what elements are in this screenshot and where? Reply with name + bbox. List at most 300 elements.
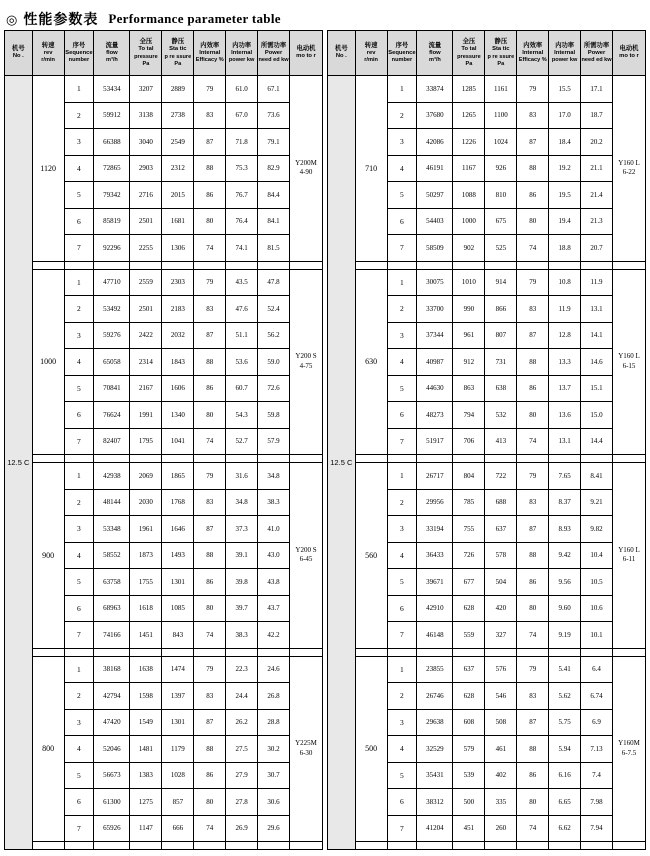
cell-total: 804 bbox=[453, 463, 485, 490]
cell-seq: 7 bbox=[387, 622, 417, 649]
cell-total: 451 bbox=[453, 815, 485, 842]
cell-flow: 39671 bbox=[417, 569, 453, 596]
cell-flow: 29956 bbox=[417, 489, 453, 516]
cell-static: 926 bbox=[485, 155, 517, 182]
cell-seq: 3 bbox=[64, 322, 94, 349]
separator-cell bbox=[355, 261, 387, 269]
cell-ipow: 13.6 bbox=[549, 402, 581, 429]
cell-pow: 47.8 bbox=[258, 269, 290, 296]
cell-total: 2501 bbox=[130, 296, 162, 323]
cell-static: 675 bbox=[485, 208, 517, 235]
cell-seq: 7 bbox=[387, 815, 417, 842]
cell-flow: 33874 bbox=[417, 76, 453, 103]
cell-seq: 4 bbox=[387, 349, 417, 376]
col-motor: 电动机 mo to r bbox=[290, 31, 323, 76]
cell-static: 807 bbox=[485, 322, 517, 349]
cell-pow: 29.6 bbox=[258, 815, 290, 842]
separator-cell bbox=[194, 648, 226, 656]
separator-cell bbox=[162, 842, 194, 850]
col-static-pressure: 静压 Sta tic p re ssure Pa bbox=[485, 31, 517, 76]
cell-flow: 54403 bbox=[417, 208, 453, 235]
separator-cell bbox=[258, 842, 290, 850]
separator-cell bbox=[162, 455, 194, 463]
separator-cell bbox=[290, 455, 323, 463]
cell-rev: 900 bbox=[32, 463, 64, 649]
cell-rev: 800 bbox=[32, 656, 64, 842]
cell-ipow: 26.2 bbox=[226, 709, 258, 736]
cell-static: 914 bbox=[485, 269, 517, 296]
cell-eff: 74 bbox=[194, 622, 226, 649]
cell-eff: 88 bbox=[517, 736, 549, 763]
cell-rev: 630 bbox=[355, 269, 387, 455]
cell-eff: 86 bbox=[517, 569, 549, 596]
cell-pow: 41.0 bbox=[258, 516, 290, 543]
cell-pow: 43.0 bbox=[258, 542, 290, 569]
cell-flow: 59912 bbox=[94, 102, 130, 129]
separator-cell bbox=[130, 842, 162, 850]
cell-static: 1028 bbox=[162, 762, 194, 789]
cell-static: 1843 bbox=[162, 349, 194, 376]
cell-eff: 80 bbox=[517, 402, 549, 429]
cell-seq: 2 bbox=[64, 296, 94, 323]
cell-seq: 3 bbox=[64, 516, 94, 543]
table-row bbox=[328, 463, 646, 490]
separator-cell bbox=[130, 261, 162, 269]
cell-total: 794 bbox=[453, 402, 485, 429]
cell-pow: 73.6 bbox=[258, 102, 290, 129]
cell-pow: 26.8 bbox=[258, 683, 290, 710]
separator-cell bbox=[517, 261, 549, 269]
cell-pow: 67.1 bbox=[258, 76, 290, 103]
cell-eff: 88 bbox=[517, 155, 549, 182]
separator-cell bbox=[226, 261, 258, 269]
cell-pow: 8.41 bbox=[581, 463, 613, 490]
cell-seq: 2 bbox=[64, 489, 94, 516]
separator-cell bbox=[258, 455, 290, 463]
cell-eff: 87 bbox=[517, 709, 549, 736]
cell-static: 1646 bbox=[162, 516, 194, 543]
cell-seq: 4 bbox=[64, 349, 94, 376]
separator-cell bbox=[94, 455, 130, 463]
cell-flow: 59276 bbox=[94, 322, 130, 349]
cell-flow: 29638 bbox=[417, 709, 453, 736]
cell-static: 260 bbox=[485, 815, 517, 842]
cell-seq: 7 bbox=[64, 235, 94, 262]
cell-eff: 74 bbox=[517, 622, 549, 649]
cell-total: 2903 bbox=[130, 155, 162, 182]
cell-motor: Y160 L 6-11 bbox=[613, 463, 646, 649]
cell-ipow: 52.7 bbox=[226, 428, 258, 455]
col-model: 机号 No . bbox=[5, 31, 33, 76]
cell-ipow: 38.3 bbox=[226, 622, 258, 649]
cell-flow: 50297 bbox=[417, 182, 453, 209]
cell-ipow: 9.60 bbox=[549, 595, 581, 622]
separator-cell bbox=[290, 648, 323, 656]
cell-seq: 5 bbox=[387, 569, 417, 596]
cell-static: 810 bbox=[485, 182, 517, 209]
cell-static: 637 bbox=[485, 516, 517, 543]
separator-cell bbox=[453, 648, 485, 656]
cell-flow: 42938 bbox=[94, 463, 130, 490]
cell-flow: 79342 bbox=[94, 182, 130, 209]
cell-flow: 85819 bbox=[94, 208, 130, 235]
cell-eff: 80 bbox=[194, 402, 226, 429]
cell-pow: 21.4 bbox=[581, 182, 613, 209]
cell-total: 1285 bbox=[453, 76, 485, 103]
cell-seq: 6 bbox=[387, 208, 417, 235]
cell-ipow: 10.8 bbox=[549, 269, 581, 296]
cell-pow: 15.0 bbox=[581, 402, 613, 429]
cell-seq: 7 bbox=[64, 622, 94, 649]
cell-total: 539 bbox=[453, 762, 485, 789]
cell-pow: 6.9 bbox=[581, 709, 613, 736]
cell-ipow: 43.5 bbox=[226, 269, 258, 296]
cell-pow: 10.4 bbox=[581, 542, 613, 569]
cell-ipow: 6.65 bbox=[549, 789, 581, 816]
cell-total: 1873 bbox=[130, 542, 162, 569]
cell-seq: 2 bbox=[64, 102, 94, 129]
cell-flow: 33194 bbox=[417, 516, 453, 543]
cell-motor: Y160 L 6-22 bbox=[613, 76, 646, 262]
cell-total: 628 bbox=[453, 595, 485, 622]
cell-total: 1618 bbox=[130, 595, 162, 622]
separator-cell bbox=[355, 455, 387, 463]
table-row bbox=[5, 463, 323, 490]
cell-flow: 23855 bbox=[417, 656, 453, 683]
cell-total: 2716 bbox=[130, 182, 162, 209]
cell-static: 2889 bbox=[162, 76, 194, 103]
cell-eff: 79 bbox=[194, 656, 226, 683]
cell-total: 2030 bbox=[130, 489, 162, 516]
cell-total: 1598 bbox=[130, 683, 162, 710]
cell-ipow: 71.8 bbox=[226, 129, 258, 156]
cell-seq: 7 bbox=[64, 815, 94, 842]
cell-seq: 1 bbox=[64, 463, 94, 490]
cell-static: 638 bbox=[485, 375, 517, 402]
cell-eff: 87 bbox=[194, 516, 226, 543]
separator-cell bbox=[485, 261, 517, 269]
cell-static: 420 bbox=[485, 595, 517, 622]
cell-total: 990 bbox=[453, 296, 485, 323]
group-separator bbox=[5, 455, 323, 463]
separator-cell bbox=[94, 842, 130, 850]
cell-total: 3207 bbox=[130, 76, 162, 103]
cell-pow: 38.3 bbox=[258, 489, 290, 516]
col-model: 机号 No . bbox=[328, 31, 356, 76]
cell-eff: 86 bbox=[517, 182, 549, 209]
cell-ipow: 15.5 bbox=[549, 76, 581, 103]
separator-cell bbox=[387, 842, 417, 850]
cell-pow: 14.4 bbox=[581, 428, 613, 455]
cell-static: 1865 bbox=[162, 463, 194, 490]
separator-cell bbox=[549, 842, 581, 850]
cell-total: 912 bbox=[453, 349, 485, 376]
cell-total: 1088 bbox=[453, 182, 485, 209]
separator-cell bbox=[258, 261, 290, 269]
cell-static: 1768 bbox=[162, 489, 194, 516]
cell-ipow: 37.3 bbox=[226, 516, 258, 543]
cell-seq: 1 bbox=[387, 76, 417, 103]
cell-ipow: 7.65 bbox=[549, 463, 581, 490]
cell-static: 578 bbox=[485, 542, 517, 569]
cell-total: 500 bbox=[453, 789, 485, 816]
cell-eff: 83 bbox=[194, 102, 226, 129]
cell-ipow: 6.62 bbox=[549, 815, 581, 842]
col-internal-power: 内功率 Internal power kw bbox=[549, 31, 581, 76]
cell-pow: 43.8 bbox=[258, 569, 290, 596]
cell-ipow: 12.8 bbox=[549, 322, 581, 349]
cell-eff: 86 bbox=[194, 762, 226, 789]
cell-rev: 560 bbox=[355, 463, 387, 649]
cell-flow: 70841 bbox=[94, 375, 130, 402]
cell-flow: 47420 bbox=[94, 709, 130, 736]
separator-cell bbox=[194, 455, 226, 463]
cell-seq: 5 bbox=[64, 182, 94, 209]
cell-pow: 79.1 bbox=[258, 129, 290, 156]
cell-eff: 86 bbox=[517, 762, 549, 789]
cell-total: 1451 bbox=[130, 622, 162, 649]
cell-static: 2032 bbox=[162, 322, 194, 349]
cell-seq: 7 bbox=[387, 235, 417, 262]
cell-ipow: 61.0 bbox=[226, 76, 258, 103]
col-flow: 流量 flow m³/h bbox=[417, 31, 453, 76]
cell-pow: 52.4 bbox=[258, 296, 290, 323]
separator-cell bbox=[417, 261, 453, 269]
table-body-right bbox=[328, 76, 646, 850]
cell-seq: 6 bbox=[64, 208, 94, 235]
separator-cell bbox=[32, 455, 64, 463]
cell-seq: 5 bbox=[387, 762, 417, 789]
cell-eff: 87 bbox=[194, 129, 226, 156]
cell-flow: 92296 bbox=[94, 235, 130, 262]
cell-seq: 6 bbox=[387, 595, 417, 622]
cell-flow: 65058 bbox=[94, 349, 130, 376]
separator-cell bbox=[32, 261, 64, 269]
separator-cell bbox=[130, 455, 162, 463]
cell-static: 413 bbox=[485, 428, 517, 455]
cell-pow: 30.2 bbox=[258, 736, 290, 763]
cell-motor: Y160 L 6-15 bbox=[613, 269, 646, 455]
cell-eff: 74 bbox=[194, 235, 226, 262]
cell-pow: 59.8 bbox=[258, 402, 290, 429]
cell-ipow: 39.8 bbox=[226, 569, 258, 596]
cell-eff: 86 bbox=[194, 182, 226, 209]
cell-pow: 6.74 bbox=[581, 683, 613, 710]
cell-total: 677 bbox=[453, 569, 485, 596]
cell-ipow: 6.16 bbox=[549, 762, 581, 789]
cell-static: 2738 bbox=[162, 102, 194, 129]
cell-ipow: 11.9 bbox=[549, 296, 581, 323]
cell-flow: 36433 bbox=[417, 542, 453, 569]
cell-ipow: 75.3 bbox=[226, 155, 258, 182]
cell-flow: 74166 bbox=[94, 622, 130, 649]
cell-seq: 2 bbox=[387, 102, 417, 129]
separator-cell bbox=[485, 455, 517, 463]
group-separator bbox=[328, 261, 646, 269]
cell-flow: 40987 bbox=[417, 349, 453, 376]
cell-flow: 68963 bbox=[94, 595, 130, 622]
cell-ipow: 39.1 bbox=[226, 542, 258, 569]
table-row bbox=[5, 269, 323, 296]
cell-static: 1493 bbox=[162, 542, 194, 569]
cell-pow: 10.6 bbox=[581, 595, 613, 622]
cell-pow: 7.94 bbox=[581, 815, 613, 842]
cell-static: 508 bbox=[485, 709, 517, 736]
cell-eff: 87 bbox=[194, 709, 226, 736]
cell-static: 546 bbox=[485, 683, 517, 710]
cell-ipow: 13.1 bbox=[549, 428, 581, 455]
cell-eff: 88 bbox=[517, 542, 549, 569]
cell-total: 1275 bbox=[130, 789, 162, 816]
cell-total: 1638 bbox=[130, 656, 162, 683]
cell-flow: 58552 bbox=[94, 542, 130, 569]
cell-total: 628 bbox=[453, 683, 485, 710]
separator-cell bbox=[417, 455, 453, 463]
cell-eff: 74 bbox=[194, 428, 226, 455]
col-sequence: 序号 Sequence number bbox=[64, 31, 94, 76]
cell-eff: 87 bbox=[194, 322, 226, 349]
cell-total: 559 bbox=[453, 622, 485, 649]
separator-cell bbox=[387, 648, 417, 656]
performance-table-left bbox=[4, 30, 323, 850]
cell-pow: 9.21 bbox=[581, 489, 613, 516]
cell-model: 12.5 C bbox=[5, 76, 33, 850]
col-static-pressure: 静压 Sta tic p re ssure Pa bbox=[162, 31, 194, 76]
separator-cell bbox=[581, 261, 613, 269]
cell-static: 1301 bbox=[162, 709, 194, 736]
cell-eff: 79 bbox=[517, 76, 549, 103]
cell-total: 1147 bbox=[130, 815, 162, 842]
cell-ipow: 34.8 bbox=[226, 489, 258, 516]
cell-static: 666 bbox=[162, 815, 194, 842]
cell-static: 1474 bbox=[162, 656, 194, 683]
cell-flow: 63758 bbox=[94, 569, 130, 596]
group-separator bbox=[328, 648, 646, 656]
cell-static: 2312 bbox=[162, 155, 194, 182]
separator-cell bbox=[290, 842, 323, 850]
cell-eff: 74 bbox=[517, 815, 549, 842]
cell-flow: 46191 bbox=[417, 155, 453, 182]
cell-rev: 1000 bbox=[32, 269, 64, 455]
cell-rev: 710 bbox=[355, 76, 387, 262]
cell-ipow: 8.93 bbox=[549, 516, 581, 543]
cell-eff: 79 bbox=[194, 269, 226, 296]
separator-cell bbox=[226, 455, 258, 463]
cell-eff: 80 bbox=[517, 208, 549, 235]
col-internal-efficiency: 内效率 Internal Efficacy % bbox=[194, 31, 226, 76]
cell-pow: 81.5 bbox=[258, 235, 290, 262]
cell-eff: 80 bbox=[517, 789, 549, 816]
separator-cell bbox=[64, 648, 94, 656]
cell-seq: 5 bbox=[64, 569, 94, 596]
cell-seq: 1 bbox=[387, 656, 417, 683]
cell-seq: 3 bbox=[387, 709, 417, 736]
cell-total: 863 bbox=[453, 375, 485, 402]
cell-eff: 80 bbox=[517, 595, 549, 622]
cell-static: 866 bbox=[485, 296, 517, 323]
cell-eff: 88 bbox=[194, 736, 226, 763]
col-power-needed: 所需功率 Power need ed kw bbox=[258, 31, 290, 76]
cell-ipow: 5.41 bbox=[549, 656, 581, 683]
col-sequence: 序号 Sequence number bbox=[387, 31, 417, 76]
cell-ipow: 18.4 bbox=[549, 129, 581, 156]
cell-pow: 21.3 bbox=[581, 208, 613, 235]
cell-eff: 74 bbox=[194, 815, 226, 842]
cell-flow: 72865 bbox=[94, 155, 130, 182]
cell-ipow: 9.19 bbox=[549, 622, 581, 649]
cell-motor: Y160M 6-7.5 bbox=[613, 656, 646, 842]
separator-cell bbox=[226, 842, 258, 850]
cell-total: 2559 bbox=[130, 269, 162, 296]
cell-motor: Y225M 6-30 bbox=[290, 656, 323, 842]
cell-pow: 21.1 bbox=[581, 155, 613, 182]
cell-seq: 3 bbox=[387, 516, 417, 543]
separator-cell bbox=[64, 261, 94, 269]
cell-seq: 3 bbox=[64, 709, 94, 736]
tables-container bbox=[0, 30, 650, 850]
separator-cell bbox=[549, 455, 581, 463]
separator-cell bbox=[453, 842, 485, 850]
cell-ipow: 31.6 bbox=[226, 463, 258, 490]
cell-total: 1991 bbox=[130, 402, 162, 429]
cell-eff: 88 bbox=[194, 542, 226, 569]
cell-seq: 4 bbox=[64, 736, 94, 763]
cell-flow: 53492 bbox=[94, 296, 130, 323]
cell-ipow: 51.1 bbox=[226, 322, 258, 349]
cell-static: 2183 bbox=[162, 296, 194, 323]
cell-pow: 6.4 bbox=[581, 656, 613, 683]
cell-flow: 58509 bbox=[417, 235, 453, 262]
separator-cell bbox=[258, 648, 290, 656]
cell-static: 857 bbox=[162, 789, 194, 816]
cell-ipow: 22.3 bbox=[226, 656, 258, 683]
cell-static: 576 bbox=[485, 656, 517, 683]
cell-total: 1755 bbox=[130, 569, 162, 596]
separator-cell bbox=[613, 455, 646, 463]
separator-cell bbox=[94, 261, 130, 269]
cell-pow: 13.1 bbox=[581, 296, 613, 323]
cell-total: 706 bbox=[453, 428, 485, 455]
separator-cell bbox=[613, 842, 646, 850]
cell-static: 2015 bbox=[162, 182, 194, 209]
cell-ipow: 27.9 bbox=[226, 762, 258, 789]
cell-pow: 10.1 bbox=[581, 622, 613, 649]
col-motor: 电动机 mo to r bbox=[613, 31, 646, 76]
cell-static: 1179 bbox=[162, 736, 194, 763]
title-chinese: 性能参数表 bbox=[23, 12, 99, 28]
cell-static: 1041 bbox=[162, 428, 194, 455]
cell-seq: 3 bbox=[387, 322, 417, 349]
cell-flow: 46148 bbox=[417, 622, 453, 649]
cell-seq: 6 bbox=[387, 402, 417, 429]
cell-static: 688 bbox=[485, 489, 517, 516]
performance-table-right bbox=[327, 30, 646, 850]
cell-static: 1306 bbox=[162, 235, 194, 262]
cell-pow: 9.82 bbox=[581, 516, 613, 543]
cell-seq: 4 bbox=[387, 736, 417, 763]
separator-cell bbox=[162, 261, 194, 269]
cell-total: 785 bbox=[453, 489, 485, 516]
separator-cell bbox=[517, 842, 549, 850]
cell-static: 1085 bbox=[162, 595, 194, 622]
cell-total: 1961 bbox=[130, 516, 162, 543]
cell-flow: 76624 bbox=[94, 402, 130, 429]
separator-cell bbox=[162, 648, 194, 656]
cell-pow: 82.9 bbox=[258, 155, 290, 182]
col-total-pressure: 全压 To tal pressure Pa bbox=[453, 31, 485, 76]
group-separator bbox=[5, 261, 323, 269]
cell-pow: 84.1 bbox=[258, 208, 290, 235]
